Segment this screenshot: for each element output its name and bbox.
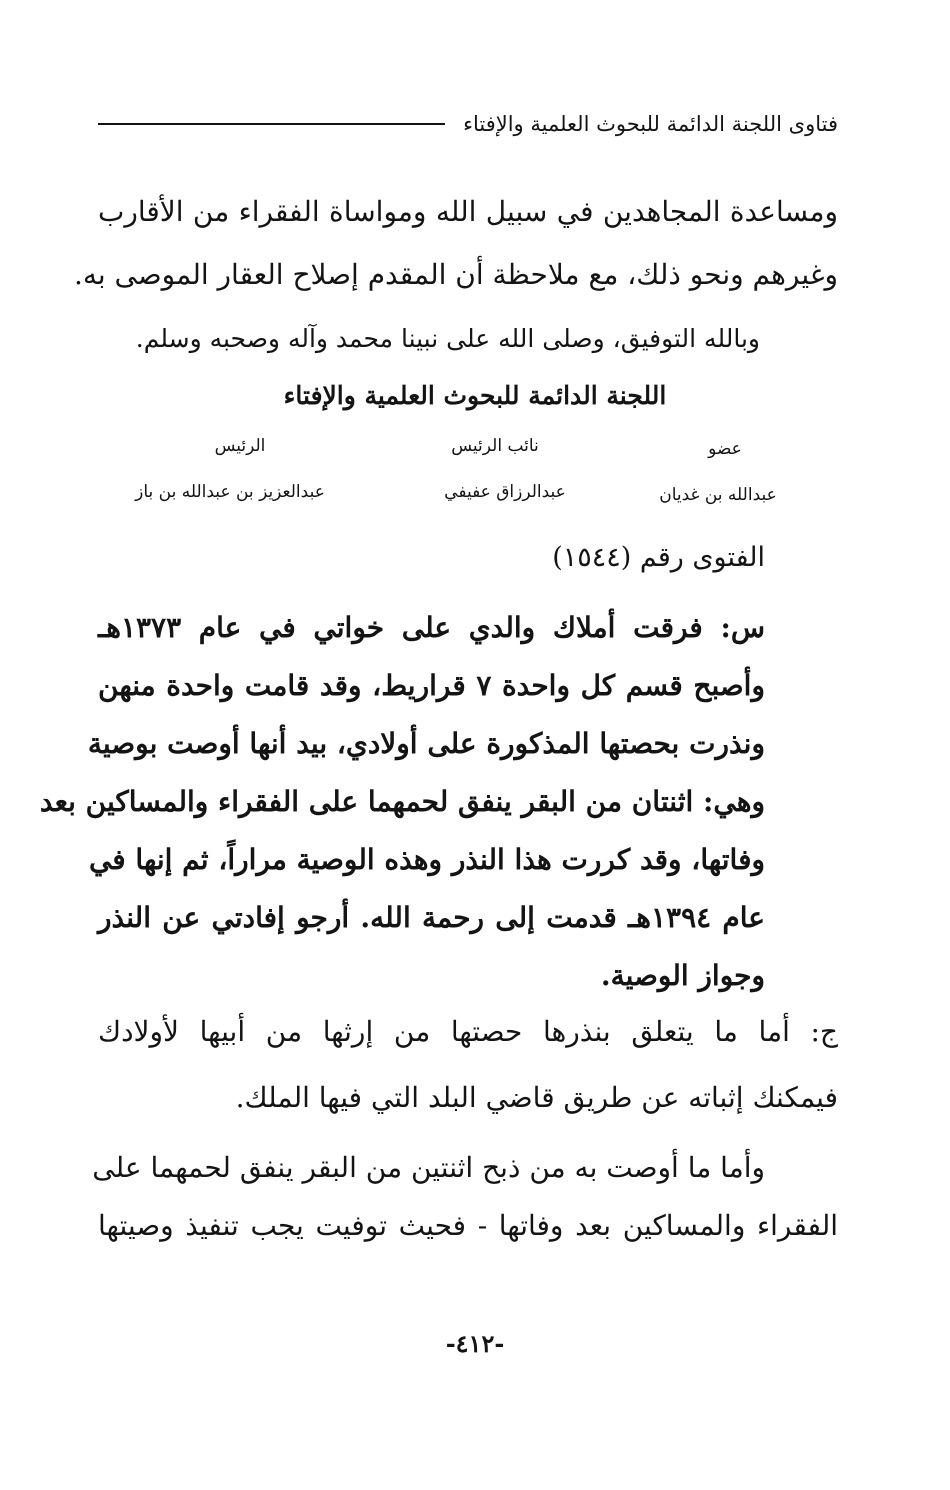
closing-line: وبالله التوفيق، وصلى الله على نبينا محمد وآله وصحبه وسلم. [135, 324, 760, 353]
question-line-4: وهي: اثنتان من البقر ينفق لحمهما على الفقراء والمساكين بعد [39, 785, 765, 818]
question-line-2: وأصبح قسم كل واحدة ٧ قراريط، وقد قامت واحدة منهن [98, 669, 765, 702]
fatwa-number: الفتوى رقم (١٥٤٤) [552, 542, 765, 573]
running-title: فتاوى اللجنة الدائمة للبحوث العلمية والإفتاء [463, 112, 838, 136]
question-line-5: وفاتها، وقد كررت هذا النذر وهذه الوصية مراراً، ثم إنها في [88, 843, 765, 876]
header-rule [98, 123, 445, 125]
answer-line-4: الفقراء والمساكين بعد وفاتها - فحيث توفيت يجب تنفيذ وصيتها [98, 1209, 838, 1242]
intro-line-2: وغيرهم ونحو ذلك، مع ملاحظة أن المقدم إصلاح العقار الموصى به. [73, 258, 838, 291]
intro-line-1: ومساعدة المجاهدين في سبيل الله ومواساة الفقراء من الأقارب [98, 195, 838, 228]
question-line-6: عام ١٣٩٤هـ قدمت إلى رحمة الله. أرجو إفادتي عن النذر [98, 901, 765, 934]
question-line-1: س: فرقت أملاك والدي على خواتي في عام ١٣٧٣هـ [98, 611, 765, 644]
running-header [98, 112, 838, 136]
question-line-3: ونذرت بحصتها المذكورة على أولادي، بيد أنها أوصت بوصية [87, 727, 765, 760]
signature-name-member: عبدالله بن غديان [659, 485, 777, 505]
signature-name-vice-president: عبدالرزاق عفيفي [444, 482, 566, 502]
signature-role-vice-president: نائب الرئيس [451, 436, 539, 456]
signature-role-president: الرئيس [214, 436, 266, 456]
answer-line-3: وأما ما أوصت به من ذبح اثنتين من البقر ينفق لحمهما على [92, 1151, 765, 1184]
answer-line-2: فيمكنك إثباته عن طريق قاضي البلد التي فيها الملك. [235, 1081, 838, 1114]
answer-line-1: ج: أما ما يتعلق بنذرها حصتها من إرثها من أبيها لأولادك [98, 1015, 838, 1048]
signature-role-member: عضو [708, 439, 742, 459]
signature-name-president: عبدالعزيز بن عبدالله بن باز [135, 482, 325, 502]
committee-name: اللجنة الدائمة للبحوث العلمية والإفتاء [283, 381, 667, 410]
page-number: -٤١٢- [445, 1329, 505, 1358]
question-line-7: وجواز الوصية. [600, 959, 765, 992]
